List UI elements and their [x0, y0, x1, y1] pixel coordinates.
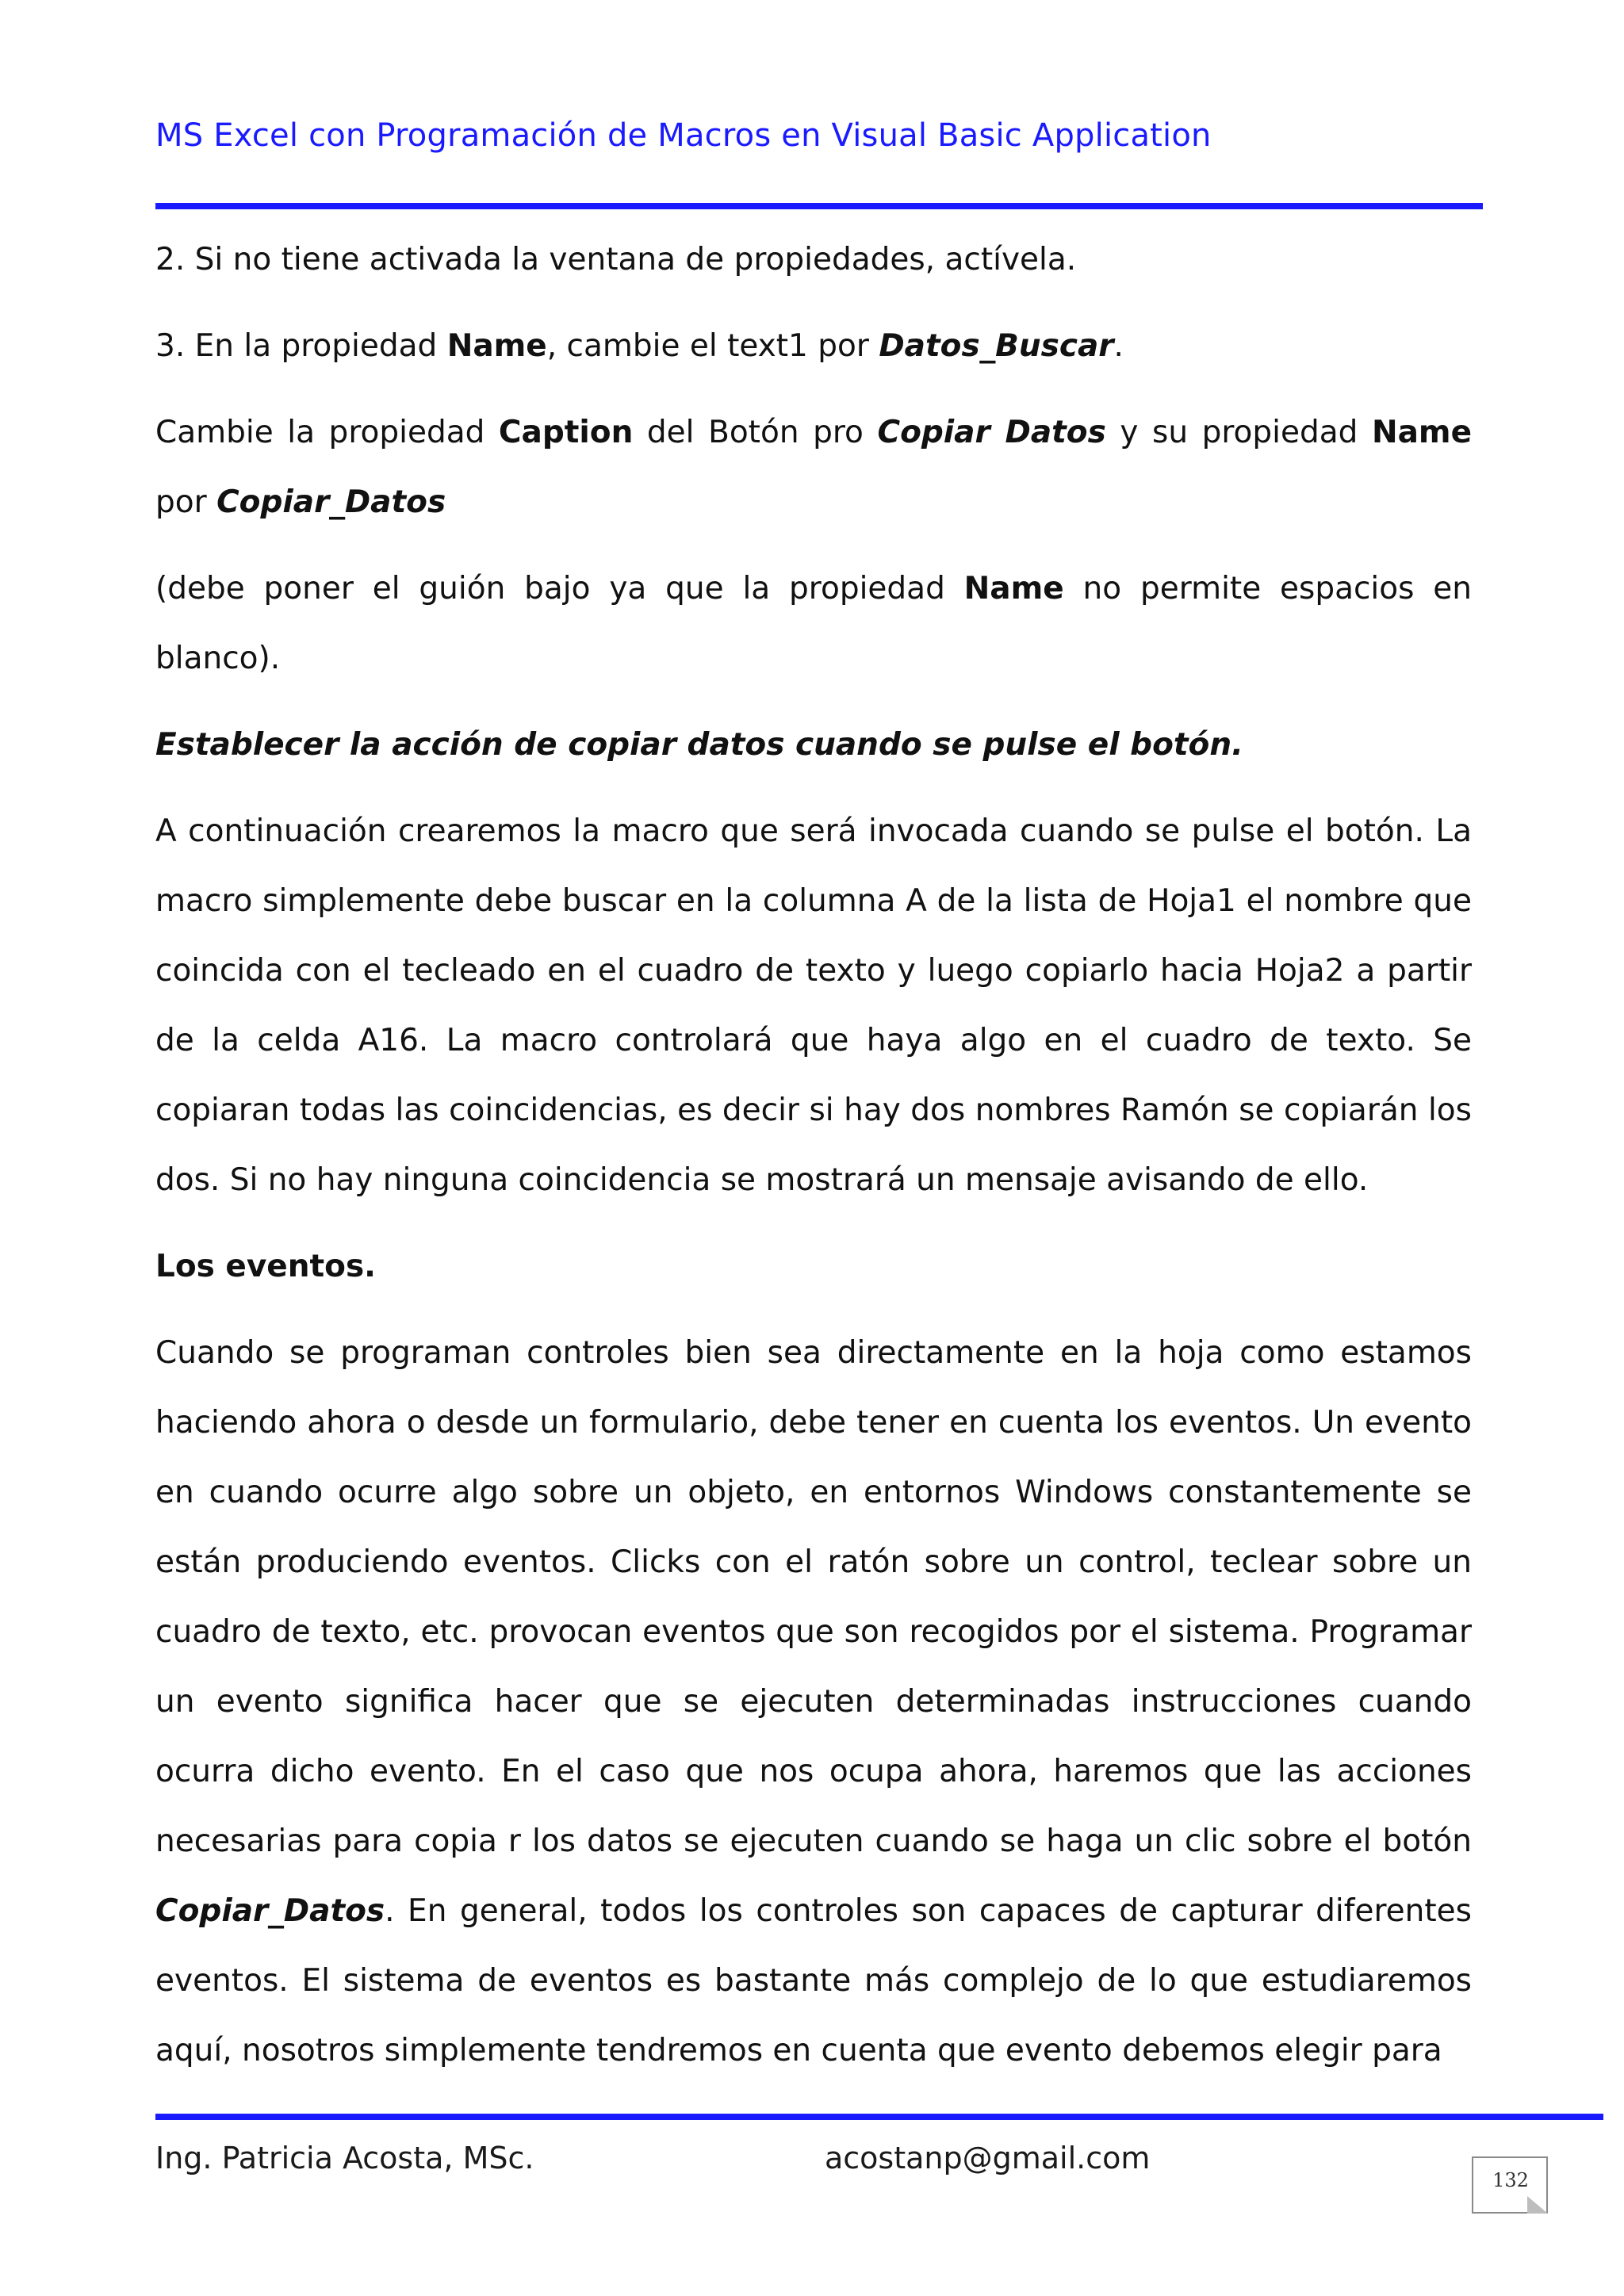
- section-heading-copy-action: Establecer la acción de copiar datos cuando se pulse el botón.: [155, 727, 1243, 763]
- text-run: . En general, todos los controles son capaces de capturar diferentes eventos. El sistema de eventos es bastante más complejo de lo que estudiaremos aquí, nosotros simplemente tendremos en cuenta que evento debemos elegir para: [155, 1893, 1472, 2068]
- paragraph-macro-description: A continuación crearemos la macro que será invocada cuando se pulse el botón. La macro simplemente debe buscar en la columna A de la lista de Hoja1 el nombre que coincida con el tecleado en el cuadro de texto y luego copiarlo hacia Hoja2 a partir de la celda A16. La macro controlará que haya algo en el cuadro de texto. Se copiaran todas las coincidencias, es decir si hay dos nombres Ramón se copiarán los dos. Si no hay ninguna coincidencia se mostrará un mensaje avisando de ello.: [155, 813, 1472, 1198]
- text-run: Cambie la propiedad: [155, 415, 499, 450]
- text-run: 3. En la propiedad: [155, 328, 447, 364]
- text-run: no permite espacios en blanco).: [155, 571, 1472, 676]
- bold-term: Name: [446, 328, 547, 364]
- bold-italic-term: Copiar_Datos: [155, 1893, 385, 1929]
- bold-italic-term: Copiar_Datos: [216, 484, 446, 520]
- footer-author: Ing. Patricia Acosta, MSc.: [155, 2141, 534, 2175]
- bold-term: Caption: [498, 415, 634, 450]
- bold-term: Name: [963, 571, 1064, 607]
- paragraph-underscore-note: [155, 554, 1472, 694]
- page-curl-icon: [1527, 2196, 1548, 2214]
- text-run: y su propiedad: [1105, 415, 1372, 450]
- section-heading-events: Los eventos.: [155, 1249, 376, 1284]
- paragraph-caption-change: [155, 398, 1472, 538]
- footer-divider: [155, 2114, 1603, 2120]
- text-run: .: [1113, 328, 1124, 364]
- text-run: (debe poner el guión bajo ya que la propiedad: [155, 571, 964, 607]
- bold-term: Name: [1371, 415, 1473, 450]
- header-divider: [155, 203, 1483, 209]
- text-run: del Botón pro: [633, 415, 878, 450]
- page-body: [155, 225, 1472, 2103]
- text-run: por: [155, 484, 217, 520]
- footer-email: acostanp@gmail.com: [825, 2141, 1151, 2175]
- paragraph-step-2: 2. Si no tiene activada la ventana de propiedades, actívela.: [155, 242, 1077, 277]
- text-run: Cuando se programan controles bien sea directamente en la hoja como estamos haciendo ahora o desde un formulario, debe tener en cuenta los eventos. Un evento en cuando ocurre algo sobre un objeto, en entornos Windows constantemente se están produciendo eventos. Clicks con el ratón sobre un control, teclear sobre un cuadro de texto, etc. provocan eventos que son recogidos por el sistema. Programar un evento significa hacer que se ejecuten determinadas instrucciones cuando ocurra dicho evento. En el caso que nos ocupa ahora, haremos que las acciones necesarias para copia r los datos se ejecuten cuando se haga un clic sobre el botón: [155, 1335, 1472, 1859]
- bold-italic-term: Datos_Buscar: [879, 328, 1114, 364]
- bold-italic-term: Copiar Datos: [877, 415, 1106, 450]
- paragraph-step-3: [155, 312, 1472, 381]
- page-number-box: [1472, 2156, 1548, 2214]
- paragraph-events-description: [155, 1318, 1472, 2086]
- page-header-title: MS Excel con Programación de Macros en Visual Basic Application: [155, 117, 1212, 154]
- text-run: , cambie el text1 por: [546, 328, 879, 364]
- page-number: 132: [1492, 2169, 1529, 2191]
